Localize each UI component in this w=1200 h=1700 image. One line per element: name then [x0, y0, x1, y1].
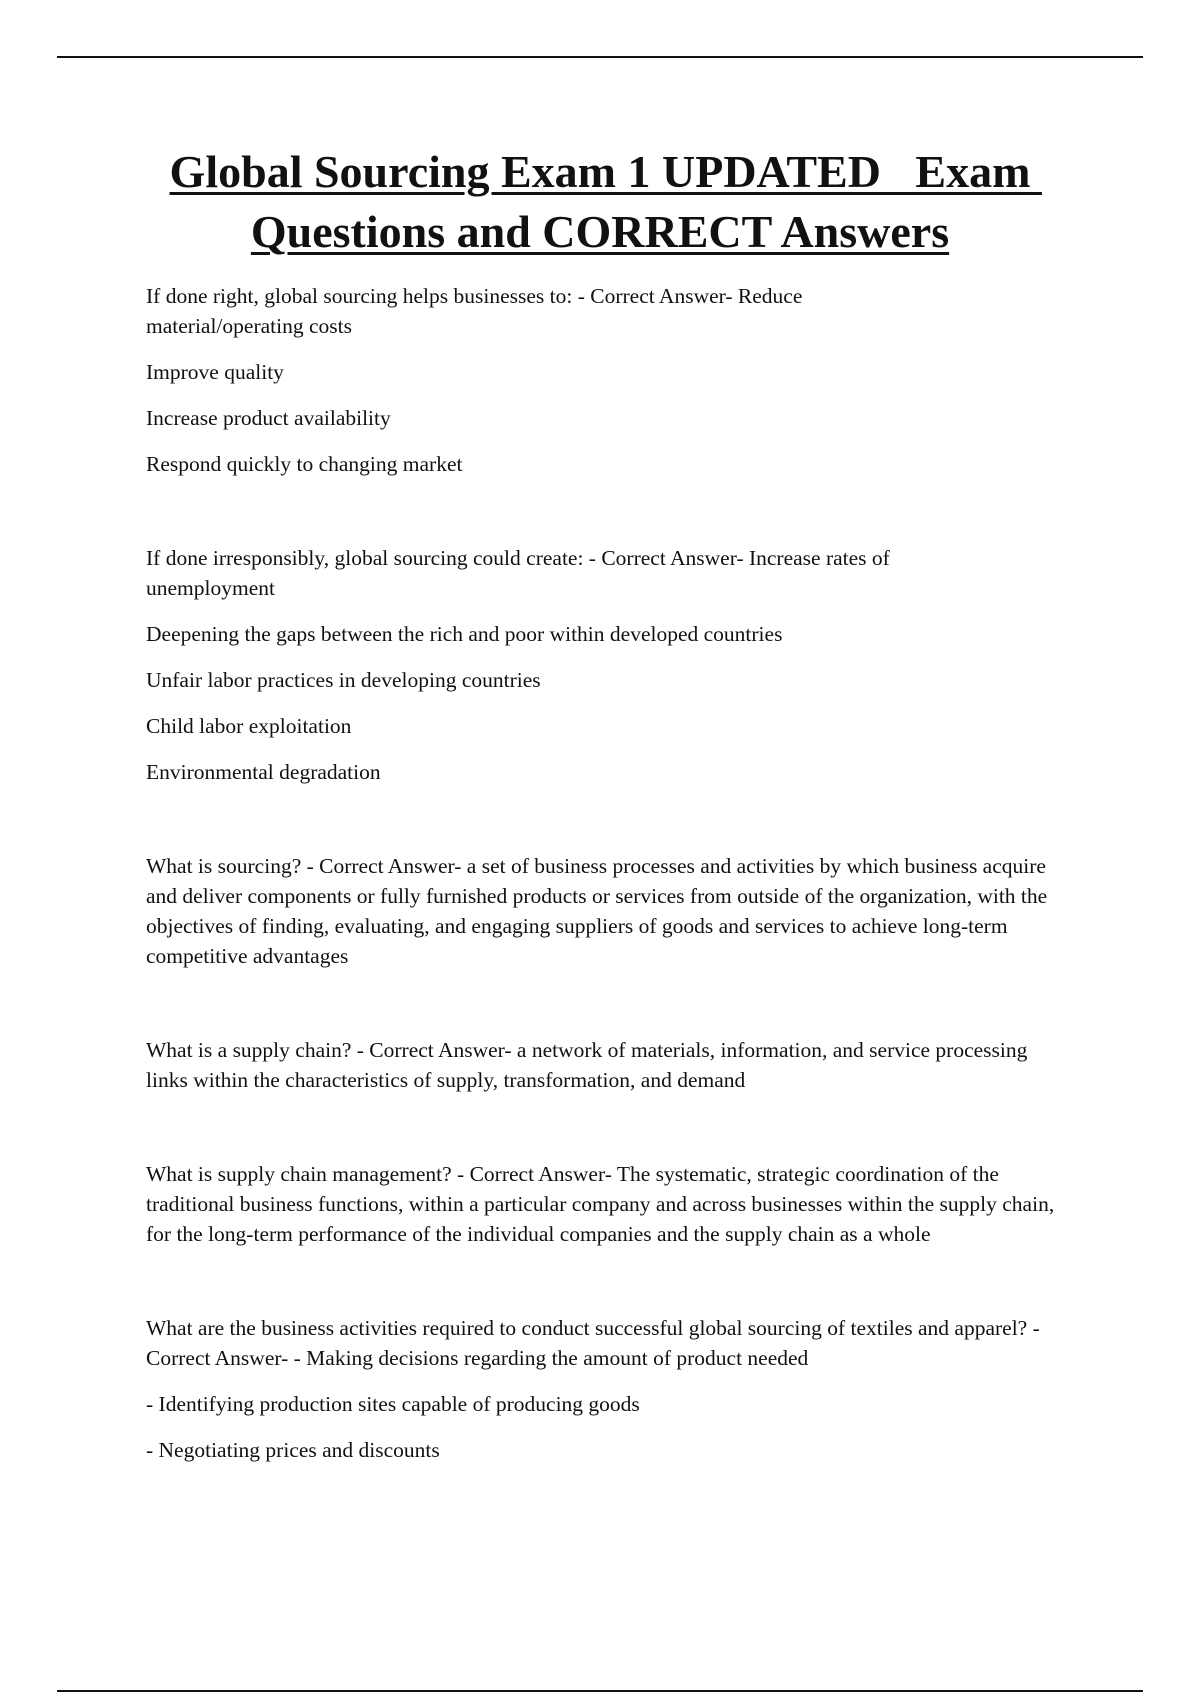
qa-5-question: What is supply chain management? - Correct Answer- The systematic, strategic coordination of the traditional business functions, within a particular company and across businesses within the supply chain, for the long-term performance of the individual companies and the supply chain as a whole [146, 1162, 1055, 1246]
qa-1-line: Respond quickly to changing market [146, 452, 463, 476]
qa-2-line: Child labor exploitation [146, 714, 352, 738]
bottom-rule [57, 1690, 1143, 1692]
top-rule [57, 56, 1143, 58]
qa-6-line: - Negotiating prices and discounts [146, 1438, 440, 1462]
document-title: Global Sourcing Exam 1 UPDATED Exam Questions and CORRECT Answers [169, 146, 1042, 257]
qa-1-question: If done right, global sourcing helps businesses to: - Correct Answer- Reduce material/operating costs [146, 284, 803, 338]
qa-2-line: Environmental degradation [146, 760, 381, 784]
qa-6-line: - Identifying production sites capable of producing goods [146, 1392, 640, 1416]
qa-2-line: Deepening the gaps between the rich and poor within developed countries [146, 622, 783, 646]
qa-2-question: If done irresponsibly, global sourcing could create: - Correct Answer- Increase rates of unemployment [146, 546, 890, 600]
qa-6-question: What are the business activities required to conduct successful global sourcing of textiles and apparel? - Correct Answer- - Making decisions regarding the amount of product needed [146, 1316, 1040, 1370]
qa-3-question: What is sourcing? - Correct Answer- a set of business processes and activities by which business acquire and deliver components or fully furnished products or services from outside of the organization, with the objectives of finding, evaluating, and engaging suppliers of goods and services to achieve long-term competitive advantages [146, 854, 1048, 968]
qa-1-line: Improve quality [146, 360, 284, 384]
qa-4-question: What is a supply chain? - Correct Answer- a network of materials, information, and service processing links within the characteristics of supply, transformation, and demand [146, 1038, 1028, 1092]
qa-2-line: Unfair labor practices in developing countries [146, 668, 541, 692]
document-body [146, 281, 1066, 1481]
qa-1-line: Increase product availability [146, 406, 391, 430]
